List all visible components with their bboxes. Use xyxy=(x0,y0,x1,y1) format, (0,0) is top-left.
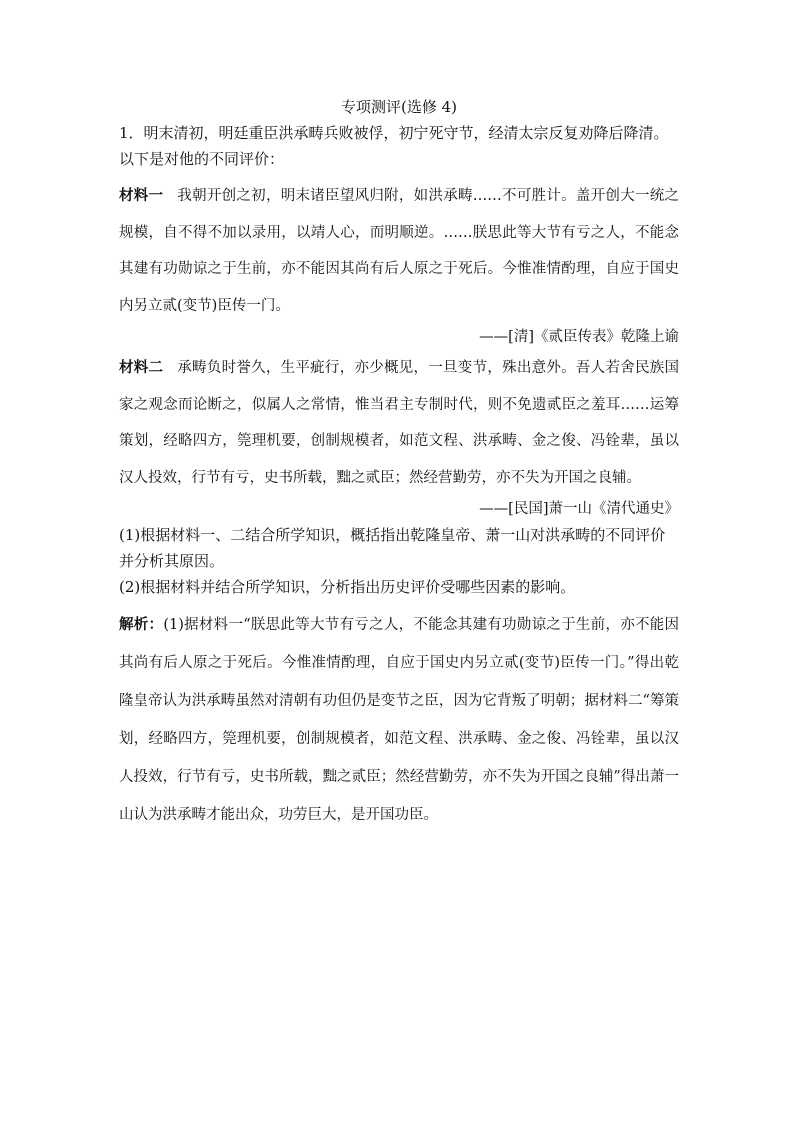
material-1-source: ——[清]《贰臣传表》乾隆上谕 xyxy=(479,329,679,345)
document-title: 专项测评(选修 4) xyxy=(340,98,458,116)
material-1 xyxy=(119,178,679,324)
sub-question-2: (2)根据材料并结合所学知识，分析指出历史评价受哪些因素的影响。 xyxy=(119,578,576,596)
material-1-text: 我朝开创之初，明末诸臣望风归附，如洪承畴……不可胜计。盖开创大一统之规模，自不得不加以录用，以靖人心，而明顺逆。……朕思此等大节有亏之人，不能念其建有功勋谅之于生前，亦不能因其尚有后人原之于死后。今惟准情酌理，自应于国史内另立贰(变节)臣传一门。 xyxy=(119,188,680,314)
material-2-source: ——[民国]萧一山《清代通史》 xyxy=(479,501,679,517)
material-1-label: 材料一 xyxy=(119,187,164,204)
sub-question-1: (1)根据材料一、二结合所学知识，概括指出乾隆皇帝、萧一山对洪承畴的不同评价并分析其原因。 xyxy=(119,526,666,570)
document-page xyxy=(119,94,679,834)
material-2-label: 材料二 xyxy=(119,359,164,376)
material-2-text: 承畴负时誉久，生平疵行，亦少概见，一旦变节，殊出意外。吾人若舍民族国家之观念而论断之，似属人之常情，惟当君主专制时代，则不免遗贰臣之羞耳……运筹策划，经略四方，筦理机要，创制规模者，如范文程、洪承畴、金之俊、冯铨辈，虽以汉人投效，行节有亏，史书所载，黜之贰臣；然经营勤劳，亦不失为开国之良辅。 xyxy=(119,360,680,486)
question-stem: 1．明末清初，明廷重臣洪承畴兵败被俘，初宁死守节，经清太宗反复劝降后降清。以下是对他的不同评价： xyxy=(119,124,669,168)
analysis xyxy=(119,606,679,834)
material-2 xyxy=(119,350,679,496)
analysis-label: 解析： xyxy=(119,616,164,633)
analysis-text: (1)据材料一“朕思此等大节有亏之人，不能念其建有功勋谅之于生前，亦不能因其尚有后人原之于死后。今惟准情酌理，自应于国史内另立贰(变节)臣传一门。”得出乾隆皇帝认为洪承畴虽然对清朝有功但仍是变节之臣，因为它背叛了明朝；据材料二“筹策划，经略四方，筦理机要，创制规模者，如范文程、洪承畴、金之俊、冯铨辈，虽以汉人投效，行节有亏，史书所载，黜之贰臣；然经营勤劳，亦不失为开国之良辅”得出萧一山认为洪承畴才能出众，功劳巨大，是开国功臣。 xyxy=(119,617,680,823)
